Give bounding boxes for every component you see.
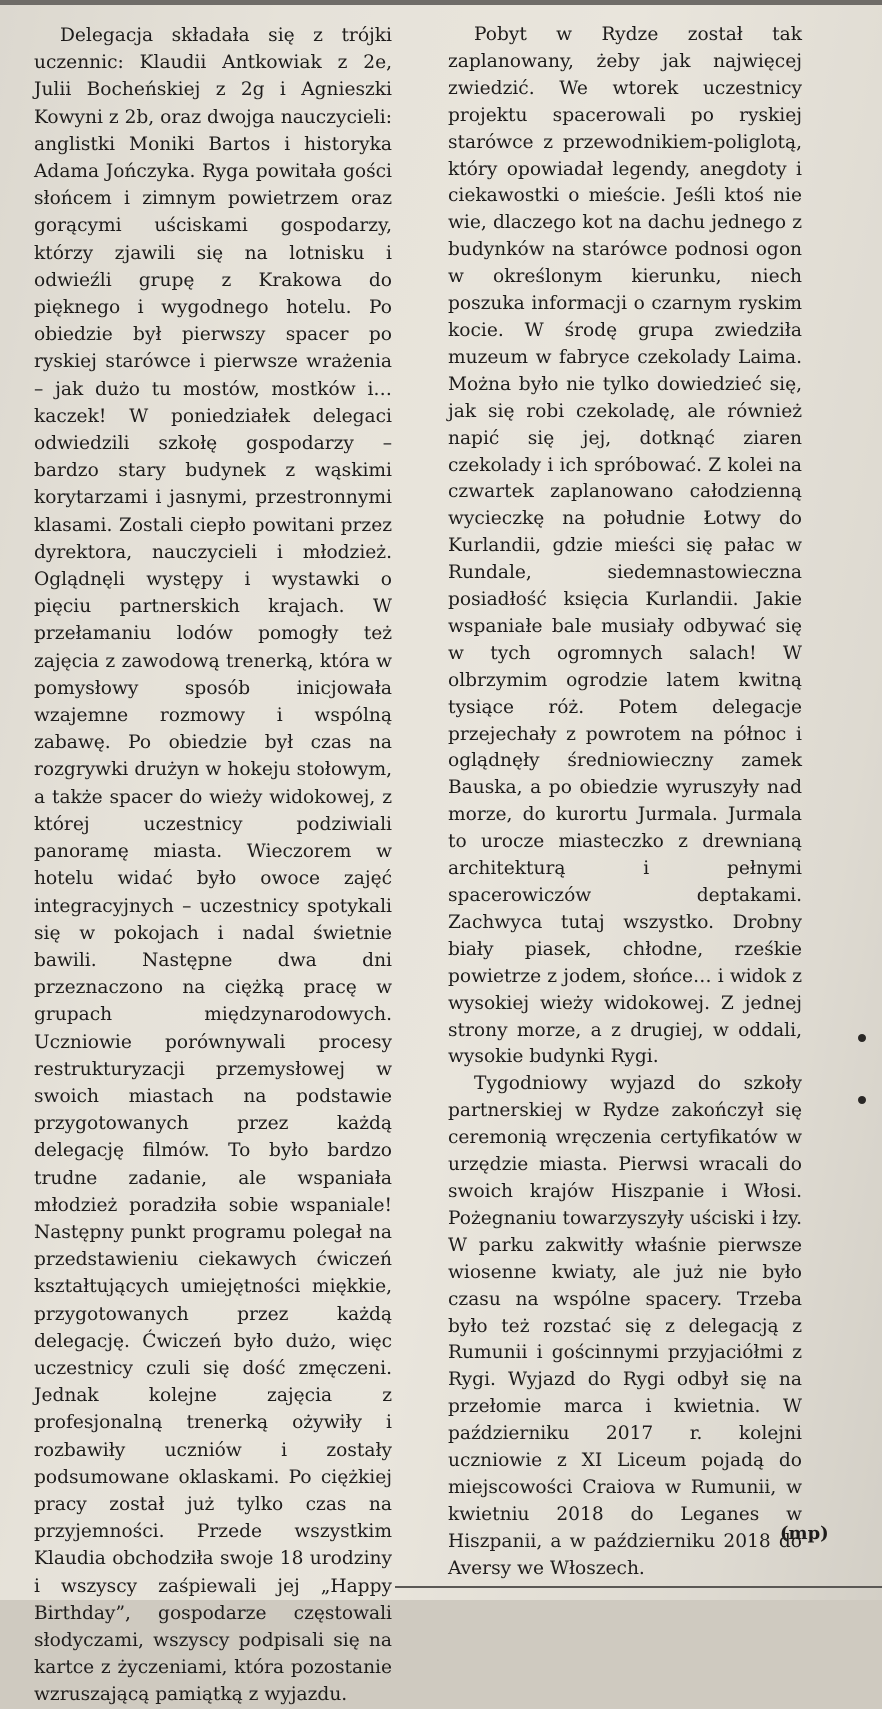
author-signature: (mp): [780, 1523, 829, 1544]
bottom-rule: [395, 1586, 882, 1588]
right-column: [448, 22, 802, 1583]
left-paragraph-1: Delegacja składała się z trójki uczennic: Klaudii Antkowiak z 2e, Julii Bocheńskiej z 2g i Agnieszki Kowyni z 2b, oraz dwojga nauczycieli: anglistki Moniki Bartos i historyka Adama Jończyka. Ryga powitała gości słońcem i zimnym powietrzem oraz gorącymi uściskami gospodarzy, którzy zjawili się na lotnisku i odwieźli grupę z Krakowa do pięknego i wygodnego hotelu. Po obiedzie był pierwszy spacer po ryskiej starówce i pierwsze wrażenia – jak dużo tu mostów, mostków i… kaczek! W poniedziałek delegaci odwiedzili szkołę gospodarzy – bardzo stary budynek z wąskimi korytarzami i jasnymi, przestronnymi klasami. Zostali ciepło powitani przez dyrektora, nauczycieli i młodzież. Oglądnęli występy i wystawki o pięciu partnerskich krajach. W przełamaniu lodów pomogły też zajęcia z zawodową trenerką, która w pomysłowy sposób inicjowała wzajemne rozmowy i wspólną zabawę. Po obiedzie był czas na rozgrywki drużyn w hokeju stołowym, a także spacer do wieży widokowej, z której uczestnicy podziwiali panoramę miasta. Wieczorem w hotelu widać było owoce zajęć integracyjnych – uczestnicy spotykali się w pokojach i nadal świetnie bawili. Następne dwa dni przeznaczono na ciężką pracę w grupach międzynarodowych. Uczniowie porównywali procesy restrukturyzacji przemysłowej w swoich miastach na podstawie przygotowanych przez każdą delegację filmów. To było bardzo trudne zadanie, ale wspaniała młodzież poradziła sobie wspaniale! Następny punkt programu polegał na przedstawieniu ciekawych ćwiczeń kształtujących umiejętności miękkie, przygotowanych przez każdą delegację. Ćwiczeń było dużo, więc uczestnicy czuli się dość zmęczeni. Jednak kolejne zajęcia z profesjonalną trenerką ożywiły i rozbawiły uczniów i zostały podsumowane oklaskami. Po ciężkiej pracy został już tylko czas na przyjemności. Przede wszystkim Klaudia obchodziła swoje 18 urodziny i wszyscy zaśpiewali jej „Happy Birthday”, gospodarze częstowali słodyczami, wszyscy podpisali się na kartce z życzeniami, która pozostanie wzruszającą pamiątką z wyjazdu.: [34, 25, 392, 1706]
right-paragraph-2: Tygodniowy wyjazd do szkoły partnerskiej w Rydze zakończył się ceremonią wręczenia certyfikatów w urzędzie miasta. Pierwsi wracali do swoich krajów Hiszpanie i Włosi. Pożegnaniu towarzyszyły uściski i łzy. W parku zakwitły właśnie pierwsze wiosenne kwiaty, ale już nie było czasu na wspólne spacery. Trzeba było też rozstać się z delegacją z Rumunii i gościnnymi przyjaciółmi z Rygi. Wyjazd do Rygi odbył się na przełomie marca i kwietnia. W październiku 2017 r. kolejni uczniowie z XI Liceum pojadą do miejscowości Craiova w Rumunii, w kwietniu 2018 do Leganes w Hiszpanii, a w październiku 2018 do Aversy we Włoszech.: [448, 1073, 802, 1579]
top-rule: [0, 0, 882, 5]
right-paragraph-1: Pobyt w Rydze został tak zaplanowany, żeby jak najwięcej zwiedzić. We wtorek uczestnicy projektu spacerowali po ryskiej starówce z przewodnikiem-poliglotą, który opowiadał legendy, anegdoty i ciekawostki o mieście. Jeśli ktoś nie wie, dlaczego kot na dachu jednego z budynków na starówce podnosi ogon w określonym kierunku, niech poszuka informacji o czarnym ryskim kocie. W środę grupa zwiedziła muzeum w fabryce czekolady Laima. Można było nie tylko dowiedzieć się, jak się robi czekoladę, ale również napić się jej, dotknąć ziaren czekolady i ich spróbować. Z kolei na czwartek zaplanowano całodzienną wycieczkę na południe Łotwy do Kurlandii, gdzie mieści się pałac w Rundale, siedemnastowieczna posiadłość księcia Kurlandii. Jakie wspaniałe bale musiały odbywać się w tych ogromnych salach! W olbrzymim ogrodzie latem kwitną tysiące róż. Potem delegacje przejechały z powrotem na północ i oglądnęły średniowieczny zamek Bauska, a po obiedzie wyruszyły nad morze, do kurortu Jurmala. Jurmala to urocze miasteczko z drewnianą architekturą i pełnymi spacerowiczów deptakami. Zachwyca tutaj wszystko. Drobny biały piasek, chłodne, rześkie powietrze z jodem, słońce… i widok z wysokiej wieży widokowej. Z jednej strony morze, a z drugiej, w oddali, wysokie budynki Rygi.: [448, 24, 802, 1068]
margin-dot: [858, 1034, 866, 1042]
left-column: [34, 22, 392, 1709]
margin-dot: [858, 1096, 866, 1104]
